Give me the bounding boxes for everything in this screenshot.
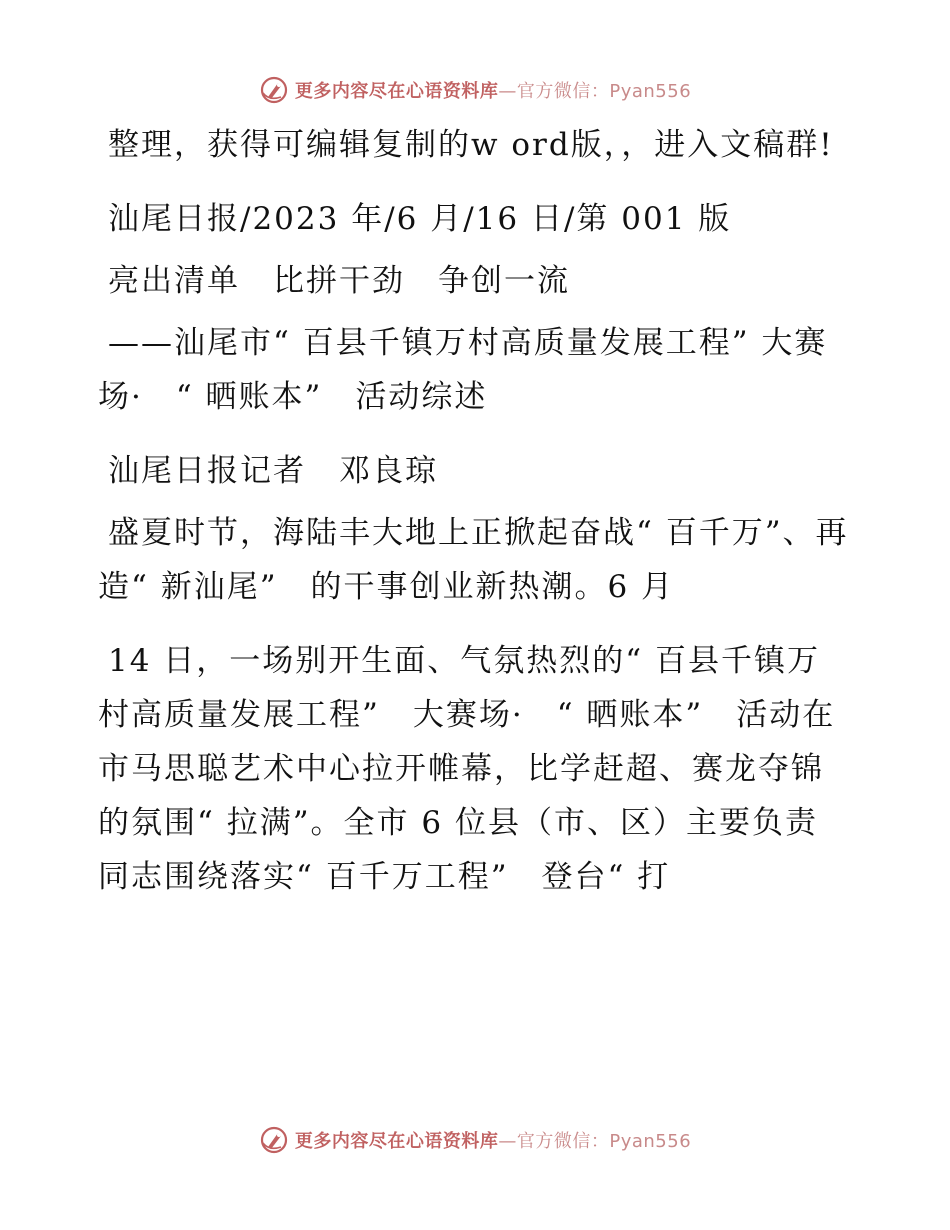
watermark-separator: — xyxy=(498,81,517,102)
bottom-watermark xyxy=(0,1120,950,1160)
watermark-text xyxy=(295,77,691,103)
watermark-official: 官方微信： xyxy=(516,1131,610,1152)
top-watermark xyxy=(0,70,950,110)
byline: 汕尾日报记者 邓良琼 xyxy=(108,453,438,489)
document-body xyxy=(98,118,850,924)
intro-line: 整理，获得可编辑复制的w ord版，，进入文稿群! xyxy=(108,127,834,163)
headline: 亮出清单 比拼干劲 争创一流 xyxy=(108,263,570,299)
paragraph-2: 14 日，一场别开生面、气氛热烈的“ 百县千镇万村高质量发展工程” 大赛场· “ 晒账本” 活动在市马思聪艺术中心拉开帷幕，比学赶超、赛龙夺锦的氛围“ 拉满”。全市 6 位县（市、区）主要负责同志围绕落实“ 百千万工程” 登台“ 打 xyxy=(98,643,836,895)
watermark-group xyxy=(259,75,691,105)
watermark-brand: 更多内容尽在心语资料库 xyxy=(294,81,499,102)
watermark-wechat-id: Pyan556 xyxy=(609,1131,692,1152)
paragraph-1: 盛夏时节，海陆丰大地上正掀起奋战“ 百千万”、再造“ 新汕尾” 的干事创业新热潮。6 月 xyxy=(98,515,849,605)
watermark-wechat-id: Pyan556 xyxy=(609,81,692,102)
pen-nib-circle-icon xyxy=(259,75,289,105)
subheadline: ——汕尾市“ 百县千镇万村高质量发展工程” 大赛场· “ 晒账本” 活动综述 xyxy=(98,325,828,415)
watermark-brand: 更多内容尽在心语资料库 xyxy=(294,1131,499,1152)
watermark-group xyxy=(259,1125,691,1155)
watermark-separator: — xyxy=(498,1131,517,1152)
pen-nib-circle-icon xyxy=(259,1125,289,1155)
source-line: 汕尾日报/2023 年/6 月/16 日/第 001 版 xyxy=(108,201,732,237)
watermark-official: 官方微信： xyxy=(516,81,610,102)
watermark-text xyxy=(295,1127,691,1153)
